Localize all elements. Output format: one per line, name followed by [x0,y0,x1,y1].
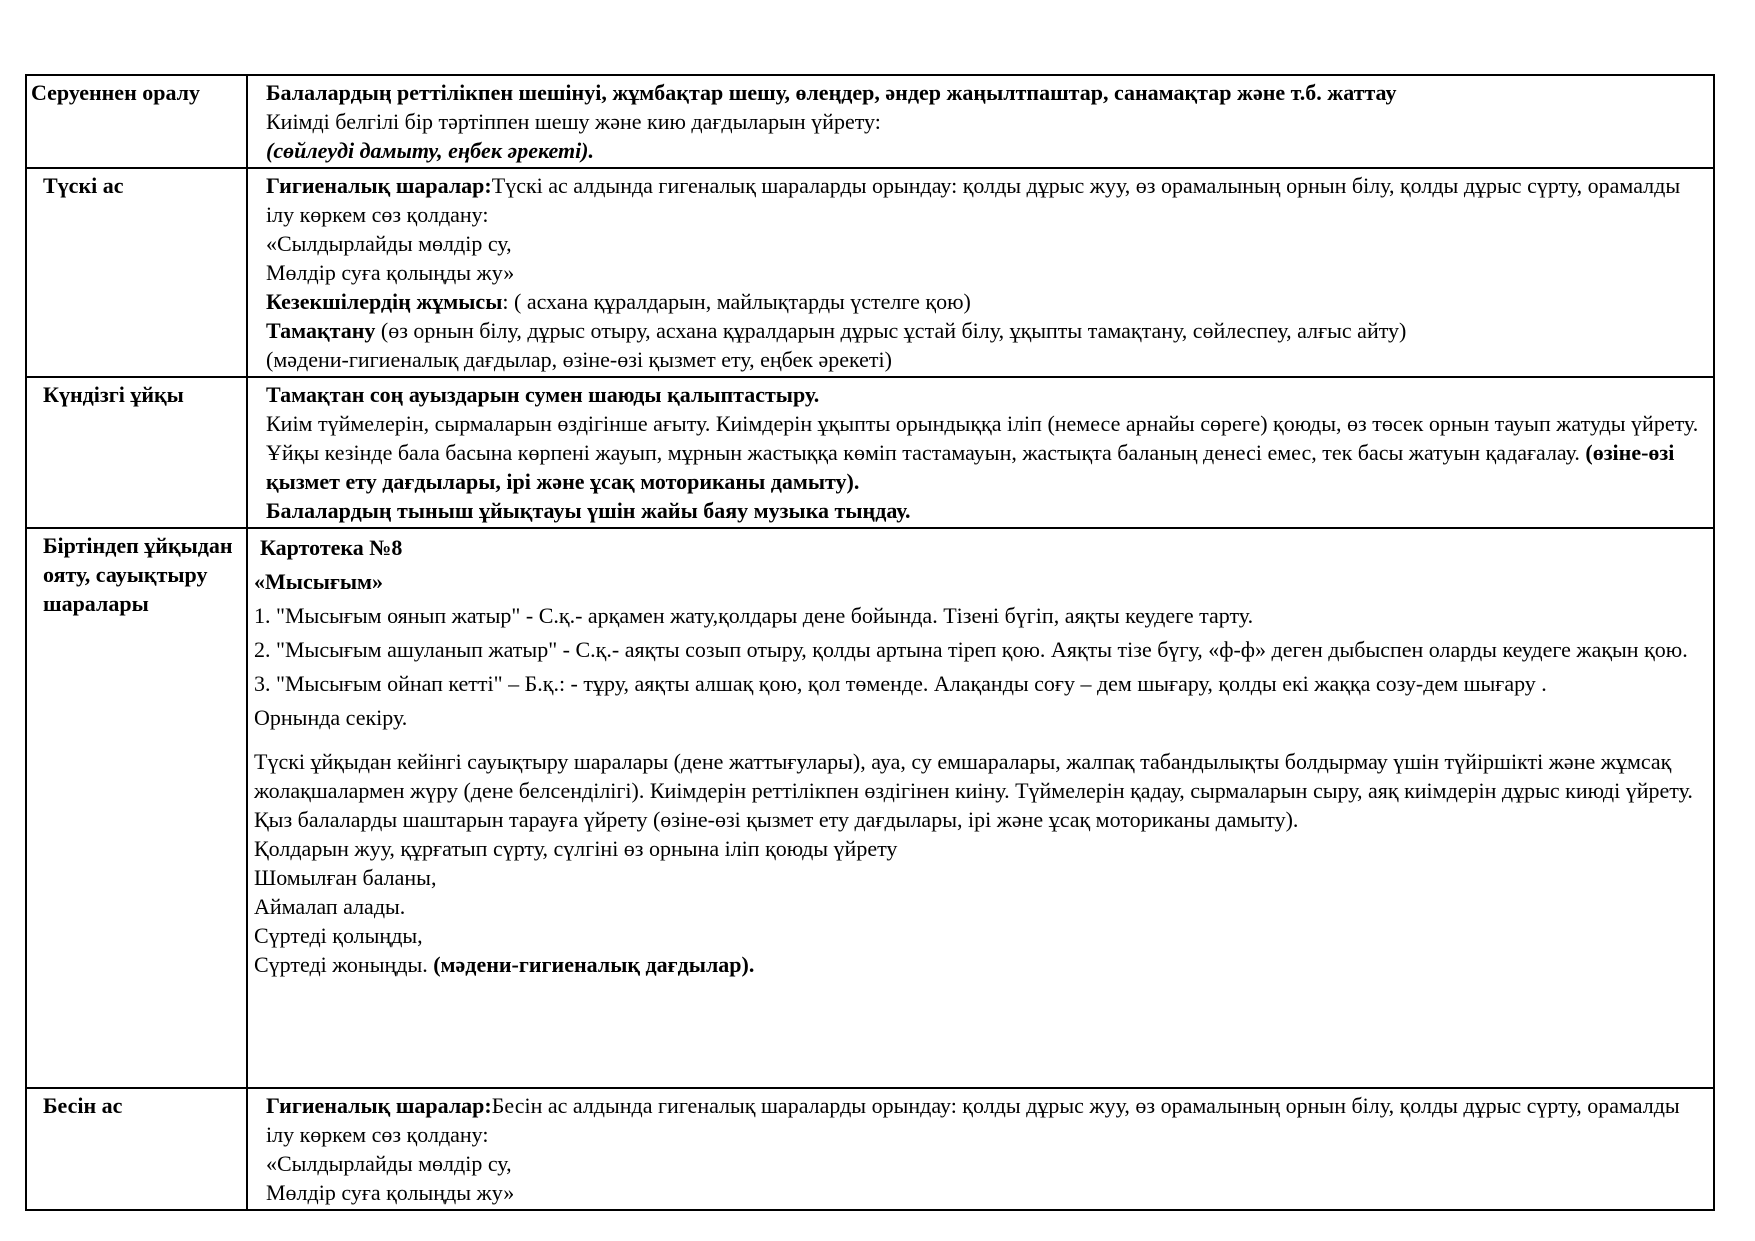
text-line: (сөйлеуді дамыту, еңбек әрекеті). [266,138,595,163]
meal-heading: Тамақтану [266,318,376,343]
duty-heading: Кезекшілердің жұмысы [266,289,503,314]
hygiene-paragraph [266,171,1709,229]
poem-final-line [254,950,1709,979]
poem-line: Сүртеді жоныңды. [254,952,434,977]
exercise-title: «Мысығым» [254,569,384,594]
row-label: Күндізгі ұйқы [26,377,247,528]
row-content [247,168,1714,377]
text-line: Киімді белгілі бір тәртіппен шешу және кию дағдыларын үйрету: [266,109,881,134]
row-content [247,75,1714,168]
text-line: Қолдарын жуу, құрғатып сүрту, сүлгіні өз орнына іліп қоюды үйрету [254,836,898,861]
hygiene-text: Түскі ас алдында гигеналық шараларды орындау: қолды дұрыс жуу, өз орамалының орнын білу, қолды дұрыс сүрту, орамалды ілу көркем сөз қолдану: [266,173,1681,227]
row-label: Серуеннен оралу [26,75,247,168]
hygiene-paragraph [266,1091,1709,1149]
duty-text: : ( асхана құралдарын, майлықтарды үстелге қою) [502,289,971,314]
skill-note: (мәдени-гигиеналық дағдылар). [433,952,755,977]
meal-paragraph [266,316,1709,345]
meal-text: (өз орнын білу, дұрыс отыру, асхана құралдарын дұрыс ұстай білу, ұқыпты тамақтану, сөйлеспеу, алғыс айту) [375,318,1407,343]
table-row [26,528,1714,1088]
exercise-step: Орнында секіру. [254,705,408,730]
text-line: Балалардың реттілікпен шешінуі, жұмбақтар шешу, өлеңдер, әндер жаңылтпаштар, санамақтар және т.б. жаттау [266,80,1397,105]
sleep-note: (өзіне-өзі қызмет ету дағдылары, ірі және ұсақ моториканы дамыту). [266,440,1675,494]
meal-note: (мәдени-гигиеналық дағдылар, өзіне-өзі қызмет ету, еңбек әрекеті) [266,347,892,372]
text-line: Балалардың тыныш ұйықтауы үшін жайы баяу музыка тыңдау. [266,498,911,523]
table-row [26,377,1714,528]
hygiene-heading: Гигиеналық шаралар: [266,1093,492,1118]
poem-line: Мөлдір суға қолыңды жу» [266,260,515,285]
table-row [26,168,1714,377]
row-content [247,377,1714,528]
hygiene-heading: Гигиеналық шаралар: [266,173,492,198]
poem-line: «Сылдырлайды мөлдір су, [266,231,512,256]
row-label: Түскі ас [26,168,247,377]
exercise-block [254,531,1709,735]
sleep-paragraph [266,409,1709,496]
table-row [26,1088,1714,1210]
wellness-paragraph: Түскі ұйқыдан кейінгі сауықтыру шаралары (дене жаттығулары), ауа, су емшаралары, жалпақ табандылықты болдырмау үшін түйіршікті және жұмсақ жолақшалармен жүру (дене белсенділігі). Киімдерін реттілікпен өздігінен киіну. Түймелерін қадау, сырмаларын сыру, аяқ киімдерін дұрыс киюді үйрету. Қыз балаларды шаштарын тарауға үйрету (өзіне-өзі қызмет ету дағдылары, ірі және ұсақ моториканы дамыту). [254,749,1693,832]
duty-paragraph [266,287,1709,316]
poem-line: Аймалап алады. [254,894,406,919]
poem-line: Сүртеді қолыңды, [254,923,423,948]
exercise-step: 3. "Мысығым ойнап кетті" – Б.қ.: - тұру, аяқты алшақ қою, қол төменде. Алақанды соғу – дем шығару, қолды екі жаққа созу-дем шығару . [254,671,1547,696]
row-label: Бесін ас [26,1088,247,1210]
exercise-step: 1. "Мысығым оянып жатыр" - С.қ.- арқамен жату,қолдары дене бойында. Тізені бүгіп, аяқты кеудеге тарту. [254,603,1254,628]
table-row [26,75,1714,168]
spacer [254,735,1709,747]
exercise-step: 2. "Мысығым ашуланып жатыр" - С.қ.- аяқты созып отыру, қолды артына тіреп қою. Аяқты тізе бүгу, «ф-ф» деген дыбыспен оларды кеудеге жақын қою. [254,637,1688,662]
row-content [247,1088,1714,1210]
card-number: Картотека №8 [260,535,403,560]
daily-plan-table [25,74,1715,1211]
poem-line: Мөлдір суға қолыңды жу» [266,1180,515,1205]
poem-line: Шомылған баланы, [254,865,437,890]
row-label: Біртіндеп ұйқыдан ояту, сауықтыру шаралары [26,528,247,1088]
hygiene-text: Бесін ас алдында гигеналық шараларды орындау: қолды дұрыс жуу, өз орамалының орнын білу, қолды дұрыс сүрту, орамалды ілу көркем сөз қолдану: [266,1093,1680,1147]
text-line: Тамақтан соң ауыздарын сумен шаюды қалыптастыру. [266,382,820,407]
row-content [247,528,1714,1088]
sleep-text: Киім түймелерін, сырмаларын өздігінше ағыту. Киімдерін ұқыпты орындыққа іліп (немесе арнайы сөреге) қоюды, өз төсек орнын тауып жатуды үйрету. Ұйқы кезінде бала басына көрпені жауып, мұрнын жастыққа көміп тастамауын, жастықта баланың денесі емес, тек басы жатуын қадағалау. [266,411,1699,465]
poem-line: «Сылдырлайды мөлдір су, [266,1151,512,1176]
